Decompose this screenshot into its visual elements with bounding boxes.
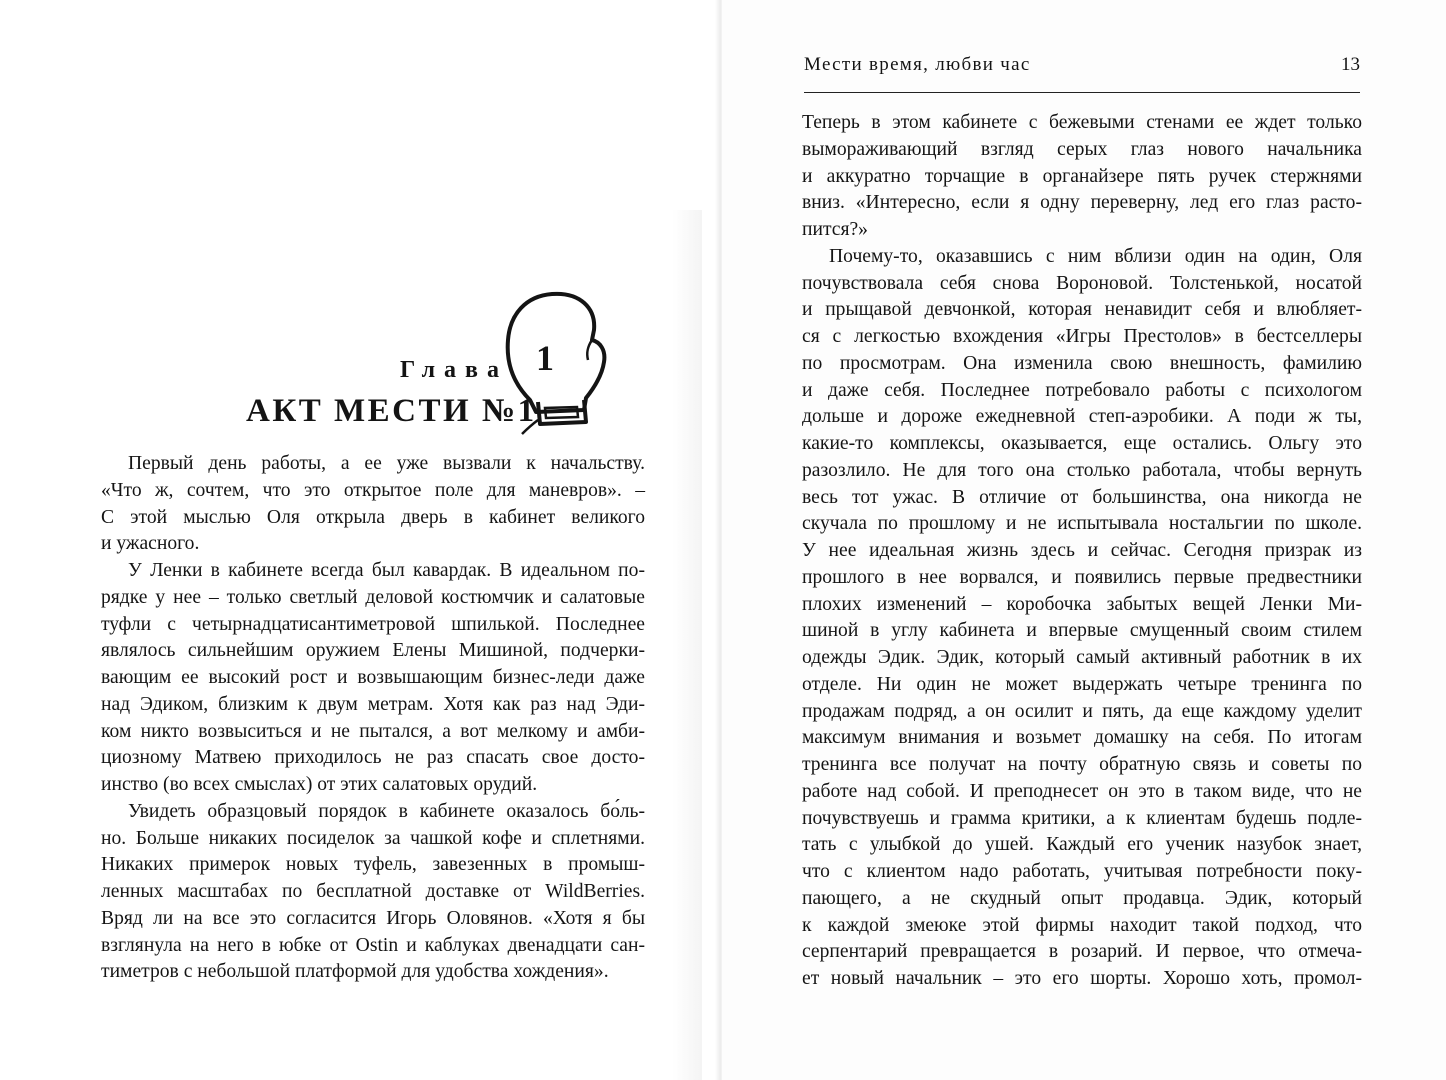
- text-line: туфли с четырнадцатисантиметровой шпилькой. Последнее: [101, 613, 645, 635]
- text-line: максимум внимания и возьмет домашку на себя. По итогам: [802, 727, 1362, 749]
- text-line: тать с улыбкой до ушей. Каждый его ученик назубок знает,: [802, 834, 1362, 856]
- text-line: вниз. «Интересно, если я одну переверну, лед его глаз расто-: [802, 192, 1362, 214]
- text-line: ся с легкостью вхождения «Игры Престолов» в бестселлеры: [802, 326, 1362, 347]
- text-line: являлось сильнейшим оружием Елены Мишиной, подчерки-: [101, 640, 645, 662]
- text-line: Почему-то, оказавшись с ним вблизи один на один, Оля: [829, 245, 1362, 267]
- text-line: одежды Эдик. Эдик, который самый активный работник в их: [802, 647, 1362, 668]
- text-line: ком никто возвыситься и не пытался, а вот мелкому и амби-: [101, 720, 645, 742]
- text-line: шиной в углу кабинета и впервые смущенный своим стилем: [802, 620, 1362, 642]
- text-line: циозному Матвею приходилось не раз спасать свое досто-: [101, 747, 645, 769]
- chapter-title: АКТ МЕСТИ №1: [246, 393, 537, 429]
- running-title: Мести время, любви час: [804, 54, 1031, 75]
- text-line: тиметров с небольшой платформой для удобства хождения».: [101, 961, 609, 983]
- text-line: Теперь в этом кабинете с бежевыми стенами ее ждет только: [802, 112, 1362, 133]
- page-edge-shadow: [672, 210, 702, 1080]
- text-line: почувствуешь и грамма критики, а к клиентам будешь подле-: [802, 807, 1362, 829]
- text-line: вающим ее высокий рост и возвышающим бизнес-леди даже: [101, 667, 645, 688]
- text-line: и даже себя. Последнее потребовало работы с психологом: [802, 379, 1362, 401]
- right-page: [722, 0, 1446, 1080]
- text-line: рядке у нее – только светлый деловой костюмчик и салатовые: [101, 586, 645, 608]
- text-line: и ужасного.: [101, 533, 200, 555]
- chapter-label: Глава: [400, 357, 508, 383]
- text-line: ет новый начальник – это его шорты. Хорошо хоть, промол-: [802, 968, 1362, 989]
- text-line: весь тот ужас. В отличие от большинства, она никогда не: [802, 486, 1362, 508]
- text-line: серпентарий превращается в розарий. И первое, что отмеча-: [802, 941, 1362, 963]
- right-page-body: [802, 110, 1362, 993]
- text-line: пится?»: [802, 219, 868, 240]
- text-line: какие-то комплексы, оказывается, еще остались. Ольгу это: [802, 433, 1362, 454]
- text-line: «Что ж, сочтем, что это открытое поле для маневров». –: [101, 479, 645, 501]
- text-line: разозлило. Не для того она столько работала, чтобы вернуть: [802, 459, 1362, 481]
- text-line: работе над собой. И преподнесет он это в таком виде, что не: [802, 780, 1362, 802]
- chapter-number: 1: [536, 338, 554, 378]
- boxing-glove-icon: [500, 288, 610, 438]
- text-line: инство (во всех смыслах) от этих салатовых орудий.: [101, 774, 538, 795]
- left-page: [0, 0, 722, 1080]
- text-line: Первый день работы, а ее уже вызвали к начальству.: [128, 453, 645, 474]
- text-line: отделе. Ни один не может выдержать четыре тренинга по: [802, 673, 1362, 695]
- text-line: взглянула на него в юбке от Ostin и каблуках двенадцати сан-: [101, 934, 645, 956]
- text-line: прошлого в нее ворвался, и появились первые предвестники: [802, 566, 1362, 588]
- text-line: плохих изменений – коробочка забытых вещей Ленки Ми-: [802, 593, 1362, 615]
- text-line: и аккуратно торчащие в органайзере пять ручек стержнями: [802, 165, 1362, 187]
- text-line: что с клиентом надо работать, учитывая потребности поку-: [802, 861, 1362, 882]
- text-line: к каждой змеюке этой фирмы находит такой подход, что: [802, 914, 1362, 936]
- text-line: У нее идеальная жизнь здесь и сейчас. Сегодня призрак из: [802, 540, 1362, 561]
- text-line: над Эдиком, близким к двум метрам. Хотя как раз над Эди-: [101, 693, 645, 715]
- text-line: почувствовала себя снова Вороновой. Толстенькой, носатой: [802, 272, 1362, 294]
- text-line: вымораживающий взгляд серых глаз нового начальника: [802, 138, 1362, 160]
- text-line: дольше и дороже ежедневной степ-аэробики. А поди ж ты,: [802, 406, 1362, 428]
- page-number: 13: [1341, 54, 1360, 75]
- text-line: У Ленки в кабинете всегда был кавардак. В идеальном по-: [128, 560, 645, 581]
- text-line: Увидеть образцовый порядок в кабинете оказалось бо́ль-: [128, 800, 645, 822]
- text-line: ленных масштабах по бесплатной доставке от WildBerries.: [101, 881, 645, 902]
- running-header: [804, 52, 1360, 93]
- text-line: пающего, а не скудный опыт продавца. Эдик, который: [802, 887, 1362, 909]
- text-line: Вряд ли на все это согласится Игорь Оловянов. «Хотя я бы: [101, 907, 645, 929]
- text-line: С этой мыслью Оля открыла дверь в кабинет великого: [101, 506, 645, 528]
- left-page-body: [101, 451, 645, 986]
- text-line: Никаких примерок новых туфель, завезенных в промыш-: [101, 854, 645, 876]
- text-line: но. Больше никаких посиделок за чашкой кофе и сплетнями.: [101, 827, 645, 849]
- text-line: по просмотрам. Она изменила свою внешность, фамилию: [802, 352, 1362, 374]
- text-line: тренинга все получат на почту обратную связь и советы по: [802, 754, 1362, 775]
- text-line: скучала по прошлому и не испытывала ностальгии по школе.: [802, 513, 1362, 535]
- text-line: и прыщавой девчонкой, которая ненавидит себя и влюбляет-: [802, 299, 1362, 321]
- text-line: продажам подряд, а он осилит и пять, да еще каждому уделит: [802, 700, 1362, 722]
